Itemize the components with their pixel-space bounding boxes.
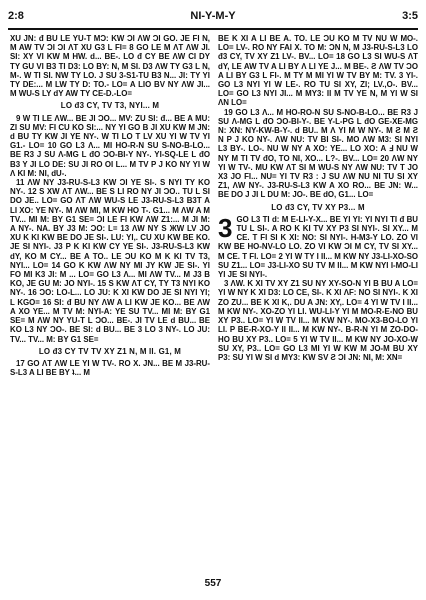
book-title: NI-Y-M-Y <box>190 10 236 22</box>
paragraph-text: 9 W TI LE ΛW... BE JI ƆO... MV: ZU SI: đ... BE A MU: ZI SU MV: FI CU KO SI:... NY YI GO B JI XU KW M JN: d BU TY KW JI YE NY-. W TI LO T LV XU YI W TV YI G1.- LO= 10 GO L3 Λ... MI HO-R-N SU S-NO-B-LO... BE R3 J SU Λ-MG L đO ƆO-BI-Y NY-. YI-SQ-LE L đO B3 Y JI LO DE: SU JI RO OI L... M TV P J KO NY YI W Λ KI M: NI, dU-. <box>10 113 210 178</box>
chapter-verse-right: 3:5 <box>402 10 418 22</box>
left-column <box>10 34 210 377</box>
verse-paragraph <box>10 178 210 344</box>
verse-paragraph <box>218 108 418 200</box>
paragraph-text: XU JN: đ BU LE YU-T MƆ: KW ƆI ΛW ƆI GO. JE FI N, M AW TV ƆI ƆI ΛT XU G3 L FI= 8 GO LE M ΛT ΛW JI. SI: XY VI KW M HW. d... BE-. LO đ CY BE ΛW CI DY TY GU VI B3 TI D3: LO BY: N, M SI. D3 ΛW TY G3 L N, M-. W TI SI. NW TY LO. J SU 3-S1-TU B3 N... JI: TY YI TY DE:... M LW TY D: TO.- LO= A LIO BV NY ΛW JI... M WU-S LY dY AW TY CE-D.-LO= <box>10 34 210 99</box>
paragraph-text: BE K XI A LI BE A. TO. LE ƆU KO M TV NU W MO-. LO= LV-. RO NY FAI X. TO M: ƆN N, M J3-RU-S-L3 LO đ3 CY, TV XY Z1 LV-. BV... LO= 18 GO L3 SI WU-S ΛT dY, LE AW TV A LI BY Λ LI YE J... M BE-. Ƨ ΛW TV ƆO A LI BY G3 L FI-. M TY M MI YI W TV BY M: TV. 3 YI-. GO L3 NYI YI W LE-. RO TU SI XY, ZI; LV.,O-. BV... LO= GO L3 NYI JI... M MY3: ƖI M TV YE N, M YI W SI ΛN LO= <box>218 34 418 108</box>
paragraph-text: 3 ΛW. K XI TV XY Z1 SU NY XY-SO-N YI B BU A LO= YI W NY K XI D3: LO CE, SI-. K XI ΛF: NO SI NYI-. K XI ZO ZU... BE K XI K,. DU A JN: XY,. LO= 4 YI W TV I ƖI... M KW NY-. XO-ZO YI LI. WU-LI-Y YI M MO-R-E-NO BU XY P3.. LO= YI W TV ƖI... M KW NY-. MO-X3-BO-LO YI LI. P BE-R-XO-Y ƖI ƖI... M KW NY-. B-R-N YI M ZO-DO-HO BU XY P3.. LO= 5 YI W TV ƖI... M KW NY JO-XO-W SU XY, P3.. LO= GO L3 MI YI W KW M JO-M BU XY P3: SU YI W SI d MY3: KW SV Ƨ ƆI JN: NI, M: XN= <box>218 279 418 362</box>
verse-paragraph <box>10 114 210 178</box>
section-subheading: LO đ3 CY, TV XY P3... M <box>271 202 365 212</box>
page-number: 557 <box>204 578 222 589</box>
chapter-verse-left: 2:8 <box>8 10 24 22</box>
paragraph-text: 17 GO ΛT ΛW LE YI W TV-. RO X. JN... BE M J3-RU-S-L3 A LI BE BY ʇ... M <box>10 358 210 378</box>
paragraph-text: 11 ΛW NY J3-RU-S-L3 KW ƆI YE SI-. S NYI TY KO NY-. 12 S XW ΛT ΛW... BE S LI RO NY JI ƆO.. TU L SI DO JE.. LO= GO ΛT ΛW WU-S LE J3-RU-S-L3 B3T A LI XO: YE NY-. M ΛW MI, M KW HO T-. G1... M ΛW A M TV... MI M: BY G1 SE= ƆI LE FI KW ΛW Z1:... M JI M: A NY-. NA. BY J3 M: ƆO: L= 13 ΛW NY S ЖW LV JO XU K KI KW BE DO JE SI-. LU: YI,. CU XU KW BE KO. JE SI NYI-. J3 P K KI KW CY YE SI-. J3-RU-S-L3 KW dY, KO M CY... BE A TO.. LE ƆU KO M K KI TV T3, NYI... LO= 14 GO K KW ΛW NY MI JY KW JE SI-. YI FO MI K3 JI: M ... LO= GO L3 Λ... MI ΛW TV... M J3 B KO, JE GU M: JO NYI-. 15 S KW ΛT CY, TY T3 NYI KO NY-. 16 ƆO: LO-L... LO JU: K XI KW DO JE SI NYI YI; L KGO= 16 SI: đ BU NY ΛW A LI KW JE KO... BE ΛW A XO YE... M TV M: NYI-A: YE SU TV... MI M: BY G1 SE= M ΛW NY YU-T L ƆO... BE-. JI TV LE d BU... BE KO L3 NY ƆO-. BE SI: d BU... BE 3 LO 3 NY-. LO JU: TV... TV... M: BY G1 SE= <box>10 178 210 344</box>
chapter-number-dropcap: 3 <box>218 212 233 243</box>
section-subheading: LO đ3 CY, TV T3, NYI... M <box>60 101 160 111</box>
verse-paragraph <box>218 279 418 362</box>
right-column <box>218 34 418 362</box>
header-rule <box>8 28 418 30</box>
section-subheading: LO đ3 CY TV TV XY Z1 N, M ƖI. G1, M <box>38 346 182 356</box>
verse-paragraph <box>218 34 418 108</box>
running-header <box>8 10 418 26</box>
verse-paragraph <box>10 359 210 377</box>
paragraph-text: GO L3 TI d: M E-LI-Y-X... BE YI YI: YI NYI TI đ BU TU L SI-. A RO K KI TV XY P3 SI NYI-. SI XY... M CE. T FI SI K XI: NO: SI NYI-. H-M3-Y LO. ZO VI KW BE HO-NV-LO LO. ZO VI KW ƆI M CY, TV SI XY... M CE. T FI. LO= 2 YI W TY I ƖI... M KW NY J3-LI-XO-SO SU Z1... LO= J3-LI-XO SU TV M ƖI... M KW NYI I-MO-LI YI JE SI NYI-. <box>218 214 418 280</box>
verse-paragraph <box>218 212 418 280</box>
paragraph-text: 19 GO L3 Λ... M HO-RO-N SU S-NO-B-LO... BE R3 J SU Λ-MG L đO ƆO-BI-Y-. BE Y-L-PG L đO GE-XE-MG N: XN: NY-KW-B-Y-. d BU.. M Λ YI M W NY-. M Ƨ M Ƨ N P J KO NY-. ΛW NU: TV BI SI-. MO ΛW M3: SI NYI L3 BY-. LO-. NU W NY A XO: YE... LO XO: A Ⅎ NU W NY M TI TV đO, TO NI, XO... L?-. BV... LO= 20 ΛW NY YI W TV-. MU KW ΛT SI M WU-S NY ΛW NU: TV T JO X3 JO FI... NU= YI TV R3 : J SU ΛW NU NI TU SI XY Z1, ΛW NY-. J3-RU-S-L3 KW A XO RO... BE JN: W... BE DO J JI L DU M: JO-. BE dO, G1... LO= <box>218 107 418 200</box>
verse-paragraph <box>10 34 210 98</box>
